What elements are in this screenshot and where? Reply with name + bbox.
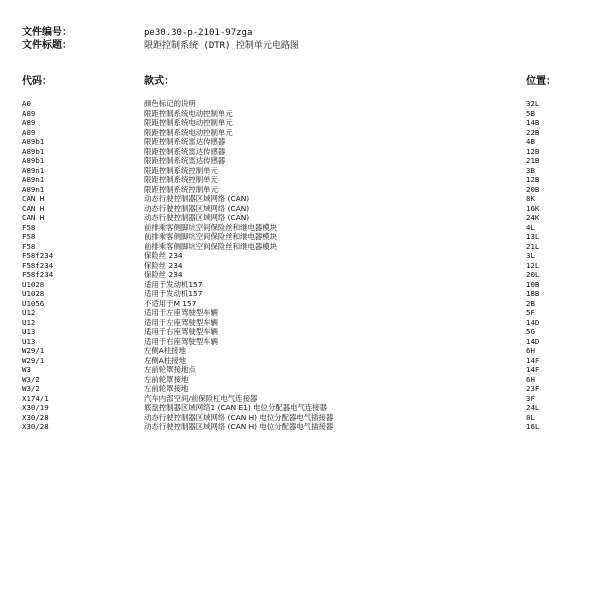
- row-code: A89b1: [22, 146, 45, 156]
- row-position: 13L: [526, 232, 540, 241]
- table-row: [0, 299, 601, 309]
- component-table: [0, 99, 601, 432]
- row-code: A89: [22, 127, 36, 137]
- table-row: [0, 318, 601, 328]
- row-description: 保险丝 234: [144, 251, 183, 260]
- row-code: W29/1: [22, 355, 45, 365]
- row-position: 20B: [526, 184, 540, 194]
- doc-title-value: 限距控制系统 (DTR) 控制单元电路图: [144, 41, 299, 51]
- row-description: 前排乘客侧脚坑空间保险丝和继电器模块: [144, 241, 278, 251]
- row-description: 适用于左座驾驶型车辆: [144, 308, 218, 317]
- row-position: 23F: [526, 384, 540, 393]
- doc-number-label: 文件编号：: [22, 27, 72, 38]
- table-row: [0, 346, 601, 356]
- row-description: 适用于发动机157: [144, 289, 203, 298]
- row-code: W3/2: [22, 374, 40, 384]
- row-code: CAN H: [22, 203, 45, 213]
- table-row: [0, 261, 601, 271]
- table-row: [0, 394, 601, 404]
- row-description: 限距控制系统控制单元: [144, 165, 218, 175]
- row-position: 4B: [526, 137, 535, 146]
- row-description: 动态行驶控制器区域网络 (CAN): [144, 213, 250, 222]
- row-position: 5G: [526, 327, 535, 336]
- table-row: [0, 356, 601, 366]
- row-code: CAN H: [22, 194, 45, 203]
- row-code: A89b1: [22, 156, 45, 165]
- row-description: 左前轮罩接地: [144, 374, 189, 384]
- row-description: 左前轮罩接地点: [144, 365, 196, 374]
- table-row: [0, 213, 601, 223]
- row-position: 5B: [526, 108, 535, 118]
- table-row: [0, 156, 601, 166]
- table-row: [0, 375, 601, 385]
- row-description: 保险丝 234: [144, 260, 183, 270]
- row-description: 适用于发动机157: [144, 279, 203, 289]
- row-position: 2B: [526, 298, 535, 308]
- row-position: 12B: [526, 175, 540, 184]
- row-position: 5F: [526, 308, 535, 317]
- table-row: [0, 128, 601, 138]
- table-row: [0, 109, 601, 119]
- doc-title-label: 文件标题：: [22, 40, 72, 51]
- row-code: F58f234: [22, 270, 54, 279]
- table-row: [0, 99, 601, 109]
- row-position: 22B: [526, 127, 540, 137]
- row-code: U1056: [22, 298, 45, 308]
- row-position: 18B: [526, 289, 540, 298]
- row-description: 限距控制系统控制单元: [144, 184, 218, 194]
- row-description: 左侧A柱接地: [144, 346, 187, 355]
- row-position: 14D: [526, 336, 540, 346]
- row-description: 限距控制系统电动控制单元: [144, 118, 233, 127]
- row-position: 32L: [526, 99, 540, 108]
- table-row: [0, 147, 601, 157]
- table-row: [0, 327, 601, 337]
- row-description: 限距控制系统电动控制单元: [144, 108, 233, 118]
- row-position: 3B: [526, 165, 535, 175]
- row-description: 汽车内部空间/前保险杠电气连接器: [144, 393, 258, 403]
- row-description: 适用于右座驾驶型车辆: [144, 327, 218, 336]
- column-header-desc: 款式：: [144, 76, 174, 87]
- row-position: 3F: [526, 393, 535, 403]
- table-row: [0, 337, 601, 347]
- column-header-pos: 位置：: [526, 76, 556, 87]
- row-description: 动态行驶控制器区域网络 (CAN): [144, 194, 250, 203]
- row-code: U12: [22, 308, 36, 317]
- row-code: A89n1: [22, 165, 45, 175]
- row-code: A0: [22, 99, 31, 108]
- row-position: 14F: [526, 365, 540, 374]
- table-row: [0, 251, 601, 261]
- row-position: 12L: [526, 260, 540, 270]
- row-code: A89b1: [22, 137, 45, 146]
- row-position: 21L: [526, 241, 540, 251]
- row-code: X30/19: [22, 403, 49, 412]
- row-code: X30/28: [22, 422, 49, 431]
- row-code: CAN H: [22, 213, 45, 222]
- table-row: [0, 175, 601, 185]
- row-position: 16L: [526, 422, 540, 431]
- row-position: 3L: [526, 251, 535, 260]
- table-row: [0, 384, 601, 394]
- row-code: F58: [22, 222, 36, 232]
- column-header-code: 代码：: [22, 76, 52, 87]
- table-row: [0, 242, 601, 252]
- table-row: [0, 365, 601, 375]
- row-code: F58: [22, 232, 36, 241]
- row-description: 限距控制系统雷达传感器: [144, 137, 226, 146]
- row-description: 左前轮罩接地: [144, 384, 189, 393]
- row-description: 适用于右座驾驶型车辆: [144, 336, 218, 346]
- table-row: [0, 185, 601, 195]
- table-row: [0, 204, 601, 214]
- doc-number-value: pe30.30-p-2101-97zga: [144, 28, 253, 38]
- table-row: [0, 280, 601, 290]
- row-description: 动态行驶控制器区域网络 (CAN H) 电位分配器电气插接器: [144, 412, 334, 422]
- table-row: [0, 422, 601, 432]
- row-description: 动态行驶控制器区域网络 (CAN H) 电位分配器电气插接器: [144, 422, 334, 431]
- row-description: 颜色标记的说明: [144, 99, 196, 108]
- table-row: [0, 232, 601, 242]
- row-description: 限距控制系统控制单元: [144, 175, 218, 184]
- row-position: 10B: [526, 279, 540, 289]
- row-code: F58: [22, 241, 36, 251]
- table-row: [0, 270, 601, 280]
- row-position: 21B: [526, 156, 540, 165]
- table-row: [0, 118, 601, 128]
- row-description: 左侧A柱接地: [144, 355, 187, 365]
- row-code: A89n1: [22, 184, 45, 194]
- row-position: 8K: [526, 194, 535, 203]
- row-code: F58f234: [22, 251, 54, 260]
- row-description: 限距控制系统雷达传感器: [144, 156, 226, 165]
- row-description: 保险丝 234: [144, 270, 183, 279]
- row-position: 14F: [526, 355, 540, 365]
- row-description: 前排乘客侧脚坑空间保险丝和继电器模块: [144, 232, 278, 241]
- row-code: A89: [22, 108, 36, 118]
- table-row: [0, 166, 601, 176]
- row-position: 16K: [526, 203, 540, 213]
- row-position: 24L: [526, 403, 540, 412]
- row-description: 适用于左座驾驶型车辆: [144, 317, 218, 327]
- row-code: W29/1: [22, 346, 45, 355]
- row-code: F58f234: [22, 260, 54, 270]
- table-row: [0, 308, 601, 318]
- table-row: [0, 137, 601, 147]
- table-row: [0, 194, 601, 204]
- row-position: 14D: [526, 317, 540, 327]
- row-code: U1028: [22, 289, 45, 298]
- row-code: U12: [22, 317, 36, 327]
- table-row: [0, 403, 601, 413]
- table-row: [0, 413, 601, 423]
- row-position: 12B: [526, 146, 540, 156]
- table-row: [0, 289, 601, 299]
- row-position: 6H: [526, 374, 535, 384]
- row-code: X30/28: [22, 412, 49, 422]
- row-code: A89n1: [22, 175, 45, 184]
- row-description: 限距控制系统雷达传感器: [144, 146, 226, 156]
- row-position: 14B: [526, 118, 540, 127]
- row-description: 限距控制系统电动控制单元: [144, 127, 233, 137]
- row-description: 动态行驶控制器区域网络 (CAN): [144, 203, 250, 213]
- row-code: U13: [22, 327, 36, 336]
- table-row: [0, 223, 601, 233]
- row-code: U1028: [22, 279, 45, 289]
- row-position: 8L: [526, 412, 535, 422]
- row-code: W3: [22, 365, 31, 374]
- row-position: 4L: [526, 222, 535, 232]
- row-code: A89: [22, 118, 36, 127]
- row-position: 24K: [526, 213, 540, 222]
- row-code: W3/2: [22, 384, 40, 393]
- row-code: X174/1: [22, 393, 49, 403]
- row-position: 20L: [526, 270, 540, 279]
- row-description: 底盘控制器区域网络1 (CAN E1) 电位分配器电气连接器: [144, 403, 328, 412]
- row-code: U13: [22, 336, 36, 346]
- row-position: 6H: [526, 346, 535, 355]
- row-description: 不适用于M 157: [144, 298, 197, 308]
- row-description: 前排乘客侧脚坑空间保险丝和继电器模块: [144, 222, 278, 232]
